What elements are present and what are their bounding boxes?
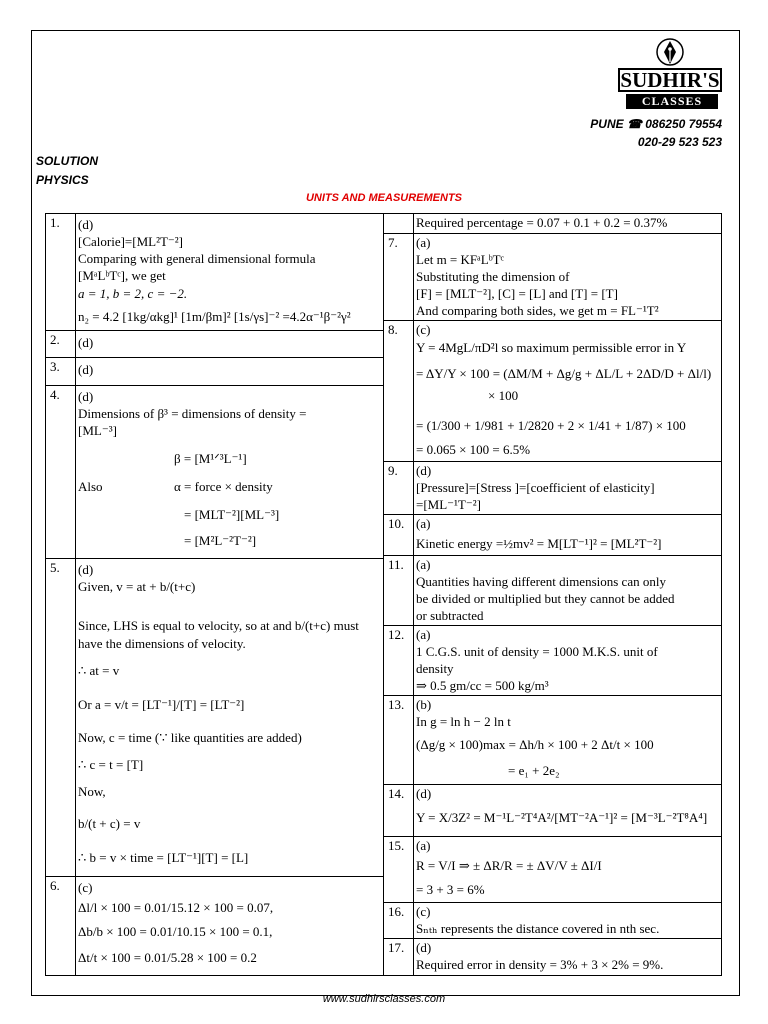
question-number: 2. (46, 331, 76, 357)
answer-line: n₂ = 4.2 [1kg/αkg]¹ [1m/βm]² [1s/γs]⁻² =4.2α⁻¹β⁻²γ² (78, 309, 351, 324)
contact-phone-2: 020-29 523 523 (637, 135, 722, 149)
answer-body (78, 877, 381, 975)
answer-row-16 (384, 903, 721, 939)
answer-line: Also (78, 479, 103, 494)
question-number: 11. (384, 556, 414, 625)
answer-line: = e₁ + 2e₂ (508, 763, 560, 778)
answer-body (416, 939, 719, 975)
answer-line: Now, c = time (∵ like quantities are added) (78, 730, 302, 745)
answer-line: or subtracted (416, 608, 484, 623)
answer-choice: (d) (78, 362, 94, 377)
answer-body (416, 837, 719, 902)
answer-line: Y = 4MgL/πD²l so maximum permissible error in Y (416, 340, 687, 355)
brand-name-bottom: CLASSES (626, 94, 718, 109)
answer-row-15 (384, 837, 721, 903)
answer-line: Substituting the dimension of (416, 269, 570, 284)
answer-body (78, 331, 381, 357)
answer-line: = 3 + 3 = 6% (416, 882, 485, 897)
answer-line: = (1/300 + 1/981 + 1/2820 + 2 × 1/41 + 1/87) × 100 (416, 418, 686, 433)
answer-line: [ML⁻³] (78, 423, 117, 438)
answer-choice: (b) (416, 697, 432, 712)
answer-row-2 (46, 331, 383, 358)
question-number (384, 214, 414, 233)
answer-line: =[ML⁻¹T⁻²] (416, 497, 481, 512)
answer-row-17 (384, 939, 721, 975)
answer-body (416, 785, 719, 836)
answer-line: = [MLT⁻²][ML⁻³] (184, 507, 280, 522)
answer-line: density (416, 661, 454, 676)
answer-row-cont (384, 214, 721, 234)
answer-body (416, 321, 719, 461)
brand-name-top: SUDHIR'S (618, 68, 722, 92)
answer-line: R = V/I ⇒ ± ΔR/R = ± ΔV/V ± ΔI/I (416, 858, 602, 873)
answer-row-12 (384, 626, 721, 696)
answer-line: Comparing with general dimensional formula (78, 251, 316, 266)
answer-choice: (d) (78, 217, 94, 232)
answer-line: β = [M¹ᐟ³L⁻¹] (174, 451, 247, 466)
answer-line: × 100 (488, 388, 519, 403)
answer-line: Kinetic energy =½mv² = M[LT⁻¹]² = [ML²T⁻²] (416, 536, 662, 551)
question-number: 3. (46, 358, 76, 385)
answer-line: [F] = [MLT⁻²], [C] = [L] and [T] = [T] (416, 286, 618, 301)
answer-line: [MᵃLᵇTᶜ], we get (78, 268, 166, 283)
question-number: 17. (384, 939, 414, 975)
answer-line: a = 1, b = 2, c = −2. (78, 286, 188, 301)
answer-body (416, 626, 719, 695)
answer-line: ∴ b = v × time = [LT⁻¹][T] = [L] (78, 850, 249, 865)
answer-line: ∴ c = t = [T] (78, 757, 144, 772)
question-number: 8. (384, 321, 414, 461)
answer-line: Δb/b × 100 = 0.01/10.15 × 100 = 0.1, (78, 924, 273, 939)
answer-line: α = force × density (174, 479, 273, 494)
answer-body (416, 462, 719, 514)
answer-line: Since, LHS is equal to velocity, so at and b/(t+c) must (78, 618, 359, 633)
answer-line: (Δg/g × 100)max = Δh/h × 100 + 2 Δt/t × 100 (416, 737, 654, 752)
answer-line: ⇒ 0.5 gm/cc = 500 kg/m³ (416, 678, 549, 693)
answer-line: Given, v = at + b/(t+c) (78, 579, 196, 594)
answer-choice: (d) (78, 335, 94, 350)
footer-website-link[interactable]: www.sudhirsclasses.com (322, 993, 446, 1005)
left-answer-column (45, 213, 384, 976)
question-number: 5. (46, 559, 76, 876)
answer-line: = [M²L⁻²T⁻²] (184, 533, 257, 548)
answer-line: Now, (78, 784, 106, 799)
answer-row-14 (384, 785, 721, 837)
answer-line: 1 C.G.S. unit of density = 1000 M.K.S. unit of (416, 644, 658, 659)
answer-choice: (a) (416, 838, 431, 853)
answer-body (416, 903, 719, 938)
answer-choice: (a) (416, 235, 431, 250)
answer-row-4 (46, 386, 383, 559)
answer-body (416, 234, 719, 320)
question-number: 16. (384, 903, 414, 938)
solution-label: SOLUTION (36, 154, 98, 168)
answer-choice: (d) (416, 940, 432, 955)
answer-line: ∴ at = v (78, 663, 120, 678)
answer-line: [Calorie]=[ML²T⁻²] (78, 234, 184, 249)
answer-row-7 (384, 234, 721, 321)
answer-row-10 (384, 515, 721, 556)
question-number: 12. (384, 626, 414, 695)
answer-body (78, 214, 381, 330)
answer-row-6 (46, 877, 383, 975)
right-answer-column (383, 213, 722, 976)
answer-line: In g = ln h − 2 ln t (416, 714, 511, 729)
answer-choice: (a) (416, 627, 431, 642)
answer-line: Required percentage = 0.07 + 0.1 + 0.2 = 0.37% (416, 215, 668, 230)
answer-line: = 0.065 × 100 = 6.5% (416, 442, 531, 457)
answer-line: Sₙₜₕ represents the distance covered in nth sec. (416, 921, 660, 936)
answer-row-13 (384, 696, 721, 785)
answer-line: be divided or multiplied but they cannot be added (416, 591, 675, 606)
answer-choice: (d) (78, 389, 94, 404)
question-number: 6. (46, 877, 76, 975)
answer-row-5 (46, 559, 383, 877)
question-number: 7. (384, 234, 414, 320)
answer-body (416, 696, 719, 784)
chapter-title: UNITS AND MEASUREMENTS (305, 192, 463, 204)
answer-body (78, 358, 381, 385)
question-number: 1. (46, 214, 76, 330)
question-number: 14. (384, 785, 414, 836)
answer-line: Quantities having different dimensions can only (416, 574, 666, 589)
answer-line: Δt/t × 100 = 0.01/5.28 × 100 = 0.2 (78, 950, 257, 965)
answer-body (78, 386, 381, 558)
answer-line: Y = X/3Z² = M⁻¹L⁻²T⁴A²/[MT⁻²A⁻¹]² = [M⁻³L⁻²T⁸A⁴] (416, 810, 708, 825)
answer-choice: (a) (416, 516, 431, 531)
answer-choice: (d) (416, 463, 432, 478)
question-number: 13. (384, 696, 414, 784)
answer-choice: (d) (416, 786, 432, 801)
question-number: 9. (384, 462, 414, 514)
answer-line: = ΔY/Y × 100 = (ΔM/M + Δg/g + ΔL/L + 2ΔD/D + Δl/l) (416, 366, 712, 381)
answer-body (416, 515, 719, 555)
answer-choice: (a) (416, 557, 431, 572)
answer-body (78, 559, 381, 876)
answer-line: Or a = v/t = [LT⁻¹]/[T] = [LT⁻²] (78, 697, 245, 712)
answer-choice: (c) (416, 322, 431, 337)
answer-line: Required error in density = 3% + 3 × 2% = 9%. (416, 957, 664, 972)
answer-line: b/(t + c) = v (78, 816, 141, 831)
answer-line: Dimensions of β³ = dimensions of density = (78, 406, 307, 421)
subject-label: PHYSICS (36, 173, 89, 187)
answer-line: have the dimensions of velocity. (78, 636, 246, 651)
contact-pune-phone: PUNE ☎ 086250 79554 (590, 117, 722, 131)
answer-body (416, 214, 719, 233)
question-number: 4. (46, 386, 76, 558)
answer-line: Let m = KFᵃLᵇTᶜ (416, 252, 504, 267)
answer-row-3 (46, 358, 383, 386)
answer-choice: (c) (78, 880, 93, 895)
question-number: 15. (384, 837, 414, 902)
answer-line: [Pressure]=[Stress ]=[coefficient of elasticity] (416, 480, 655, 495)
answer-line: Δl/l × 100 = 0.01/15.12 × 100 = 0.07, (78, 900, 274, 915)
answer-row-1 (46, 214, 383, 331)
answer-row-11 (384, 556, 721, 626)
answer-row-9 (384, 462, 721, 515)
answer-choice: (c) (416, 904, 431, 919)
answer-row-8 (384, 321, 721, 462)
question-number: 10. (384, 515, 414, 555)
answer-body (416, 556, 719, 625)
answer-line: And comparing both sides, we get m = FL⁻¹T² (416, 303, 659, 318)
answer-choice: (d) (78, 562, 94, 577)
